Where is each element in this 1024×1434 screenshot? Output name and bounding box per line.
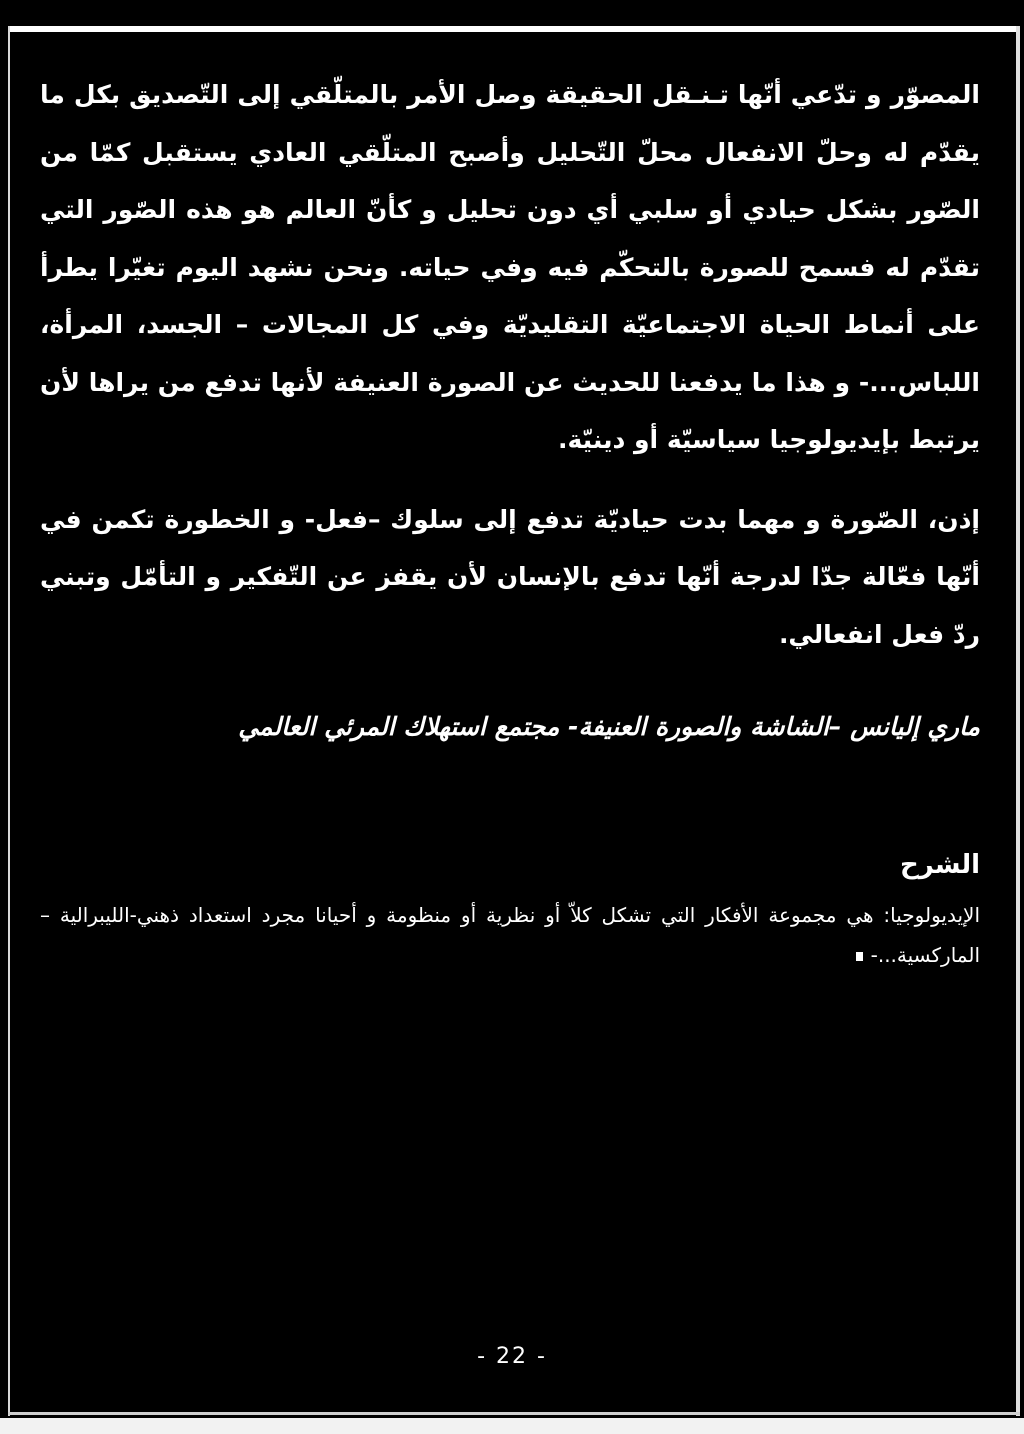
page-number: - 22 - (477, 1344, 547, 1369)
page-frame-left-border (8, 26, 10, 1416)
page-frame-right-border (1016, 26, 1020, 1416)
page-frame-bottom-border (8, 1412, 1020, 1415)
page-bottom-edge (0, 1418, 1024, 1434)
section-heading: الشرح (899, 850, 980, 880)
paragraph-2: إذن، الصّورة و مهما بدت حياديّة تدفع إلى سلوك –فعل- و الخطورة تكمن في أنّها فعّالة جدّا لدرجة أنّها تدفع بالإنسان لأن يقفز عن التّفكير و التأمّل وتبني ردّ فعل انفعالي. (40, 504, 980, 649)
paragraph-1: المصوّر و تدّعي أنّها تـنـقل الحقيقة وصل الأمر بالمتلّقي إلى التّصديق بكل ما يقدّم له وحلّ الانفعال محلّ التّحليل وأصبح المتلّقي العادي يستقبل كمّا من الصّور بشكل حيادي أو سلبي أي دون تحليل و كأنّ العالم هو هذه الصّور التي تقدّم له فسمح للصورة بالتحكّم فيه وفي حياته. ونحن نشهد اليوم تغيّرا يطرأ على أنماط الحياة الاجتماعيّة التقليديّة وفي كل المجالات – الجسد، المرأة، اللباس...- و هذا ما يدفعنا للحديث عن الصورة العنيفة لأنها تدفع من يراها لأن يرتبط بإيديولوجيا سياسيّة أو دينيّة. (40, 80, 980, 454)
footnote-text: الإيديولوجيا: هي مجموعة الأفكار التي تشكل كلاّ أو نظرية أو منظومة و أحيانا مجرد استعداد ذهني-الليبرالية –الماركسية...- (40, 903, 980, 967)
quote-source: ماري إليانس –الشاشة والصورة العنيفة- مجتمع استهلاك المرئي العالمي (238, 712, 980, 741)
footnote (40, 895, 980, 975)
text-body (40, 66, 980, 975)
footnote-marker-icon (856, 952, 863, 961)
page-frame-top-border (8, 26, 1018, 32)
